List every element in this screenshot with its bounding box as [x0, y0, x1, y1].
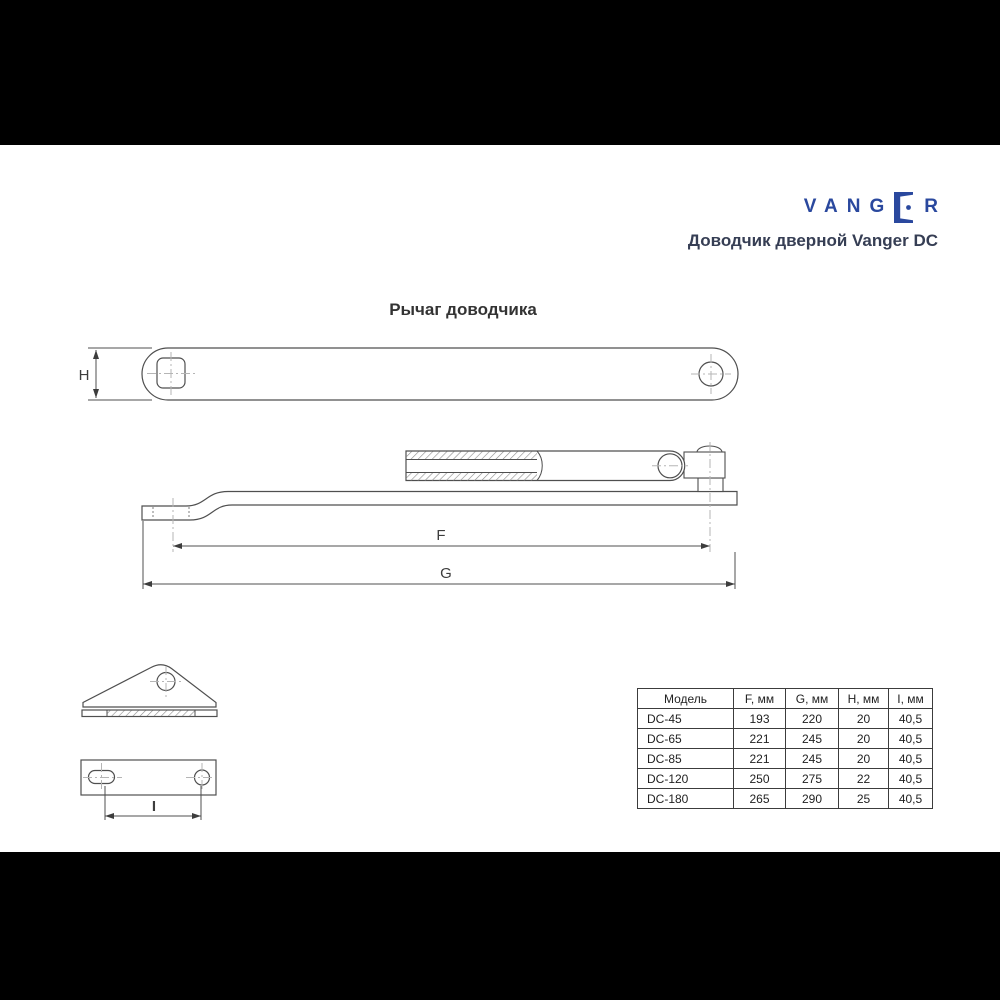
spec-table-head [638, 689, 933, 709]
table-cell: 221 [734, 749, 786, 769]
table-cell: 40,5 [889, 729, 933, 749]
table-cell: 245 [786, 749, 839, 769]
arm-side-view [142, 446, 737, 520]
letterbox-bottom [0, 852, 1000, 1000]
table-cell: 40,5 [889, 749, 933, 769]
table-cell: 290 [786, 789, 839, 809]
table-cell: 20 [839, 749, 889, 769]
table-cell: 25 [839, 789, 889, 809]
col-header-f: F, мм [734, 689, 786, 709]
centerlines [83, 352, 731, 791]
table-row [638, 749, 933, 769]
table-cell: DC-120 [638, 769, 734, 789]
table-cell: 40,5 [889, 789, 933, 809]
col-header-h: H, мм [839, 689, 889, 709]
col-header-g: G, мм [786, 689, 839, 709]
spec-table [637, 688, 933, 809]
table-cell: DC-180 [638, 789, 734, 809]
logo-letters: VANG [803, 195, 894, 217]
bracket-side-view [82, 665, 217, 717]
table-row [638, 789, 933, 809]
table-header-row [638, 689, 933, 709]
table-cell: 220 [786, 709, 839, 729]
table-cell: 250 [734, 769, 786, 789]
dim-g-label: G [440, 565, 452, 582]
table-cell: 40,5 [889, 709, 933, 729]
table-cell: DC-45 [638, 709, 734, 729]
table-cell: 265 [734, 789, 786, 809]
product-subtitle: Доводчик дверной Vanger DC [687, 231, 938, 250]
table-row [638, 769, 933, 789]
dim-h-label: H [78, 367, 90, 384]
table-row [638, 709, 933, 729]
table-cell: 40,5 [889, 769, 933, 789]
table-cell: DC-85 [638, 749, 734, 769]
table-cell: 221 [734, 729, 786, 749]
spec-table-body [638, 709, 933, 809]
table-row [638, 729, 933, 749]
table-cell: 22 [839, 769, 889, 789]
dim-i-label: I [151, 798, 157, 815]
logo-letter-r: R [924, 195, 938, 217]
col-header-i: I, мм [889, 689, 933, 709]
arm-top-view [142, 348, 738, 400]
table-cell: 20 [839, 709, 889, 729]
table-cell: 275 [786, 769, 839, 789]
letterbox-top [0, 0, 1000, 145]
col-header-model: Модель [638, 689, 734, 709]
dim-f-label: F [436, 527, 446, 544]
table-cell: 193 [734, 709, 786, 729]
drawing-title: Рычаг доводчика [389, 300, 537, 319]
table-cell: 245 [786, 729, 839, 749]
table-cell: 20 [839, 729, 889, 749]
table-cell: DC-65 [638, 729, 734, 749]
